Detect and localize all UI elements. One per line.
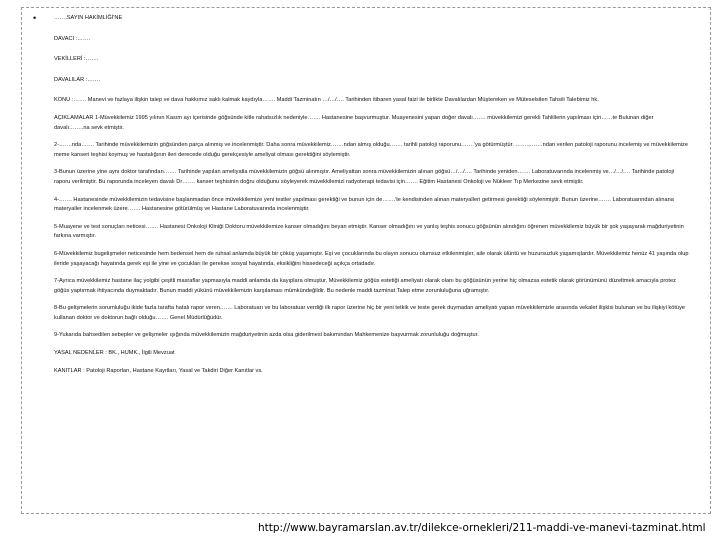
explanations-paragraph-1: AÇIKLAMALAR 1-Müvekkilemiz 1995 yılının Kasım ayı içerisinde göğsünde kitle rahatsızlık nedeniyle……. Hastanesine başvurmuştur. Muayenesini yapan doğer davalı……. müvekkilemizi gerekli Tahlillerin yapılması için……te Bulunan diğer davalı……..na sevk etmiştir. — [54, 114, 654, 131]
bullet-marker: • — [33, 13, 37, 23]
petition-body — [54, 14, 690, 376]
legal-grounds: YASAL NEDENLER : BK., HUMK., İlgili Mevzuat — [54, 350, 175, 357]
paragraph-8: 8-Bu gelişmelerin sorumluluğu ikide fazla tarafta hatalı rapor veren……. Laboratuarı ve bu laboratuar verdiği ilk rapor üzerine hiç bir yeni tetkik ve teste gerek duymadan ameliyatı yapan müvekkilemizle arasında vekalet ilişkisi bulunan ve bu ilişkiyi kötüye kullanan doktor ve doktorun bağlı olduğu……. Genel Müdürlüğüdür. — [54, 305, 686, 321]
defendants-line: DAVALILAR :……. — [54, 76, 101, 83]
petition-title: …….SAYIN HAKİMLİĞİ'NE — [54, 15, 123, 21]
subject-paragraph: KONU :……. Manevi ve fazlaya ilişkin talep ve dava hakkımız saklı kalmak kaydıyla……. Maddi Tazminatın …/…/…. Tarihinden itibaren yasal faizi ile birlikte Davalılardan Müştereken ve Müteselsilen Tahsili Talebimiz hk. — [54, 97, 599, 104]
paragraph-7: 7-Ayrıca müvekkilemiz hastane ilaç yolgibi çeşitli masraflar yapmasıyla maddi anlamda da kayıplara olmuştur. Müvekkilemiz göğüs estetiği ameliyatı olarak olanı bu göğüsünün yerine hiç olmazsa estetik olarak görünümünü düzeltmek amacıyla protez göğüs yaptırmak ihtiyacında duymaktadır. Bunun maddi yükünü müvekkilemizin karşılaması mümkündeğildir. Bu nedenle maddi tazminat Talep etme zorunluluğuna uğramıştır. — [54, 278, 676, 294]
evidence-line: KANITLAR : Patoloji Raporları, Hastane Kayıtları, Yasal ve Takdiri Diğer Kanıtlar vs. — [54, 367, 263, 374]
paragraph-4: 4-……. Hastanesinde müvekkilemizin tedavisine başlanmadan önce müvekkilemize yeni testler yapılması gerektiği ve bunun için de…….'te kendisinden alınan materyalleri getirmesi gerektiği söylenmiştir. Bunun üzerine……. Laboratuarından alınana materyaller incelenmek üzere……. Hastanesine götürülmüş ve Hastane Laboratuvarında incelenmiştir. — [54, 196, 674, 213]
plaintiff-line: DAVACI :……. — [54, 35, 91, 42]
paragraph-3: 3-Bunun üzerine yine aynı doktor tarafından……. Tarihinde yapılan ameliyatla müvekkilemizin göğsü alınmıştır. Ameliyattan sonra müvekkilemizin alınan göğsü…/…/…. Tarihinde yeniden……. Laboratuvarında incelenmiş ve…/…/…. Tarihinde patoloji raporu verilmiştir. Bu raporunda inceleyen davalı Dr……. kanser teşhisinin doğru olduğunu söyleyerek müvekkilemizi radyoterapi tedavisi için……. Eğitim Hastanesi Onkoloji ve Nükleer Tıp Merkezine sevk etmiştir. — [54, 169, 675, 185]
paragraph-9: 9-Yukarıda bahsedilen sebepler ve gelişmeler ışığında müvekkilemizin mağduriyetinin azda olsa giderilmesi bakımından Mahkemenize başvurmak zorunluluğu doğmuştur. — [54, 332, 479, 339]
paragraph-6: 6-Müvekkilemiz bugelişmeler neticesinde hem bedensel hem de ruhsal anlamda büyük bir çöküş yaşamıştır. Eşi ve çocuklarında bu olayın sonucu olumsuz etkilenmişler, aile olarak ülüntü ve huzursuzluk yaşamışlardır. Müvekkilemiz henüz 41 yaşında olup ileride yaşayacağı hayatında gerek eşi ile yine ve çocukları ile gerekse sosyal hayatında, eksikliğini hissedeceği açıkça ortadadır. — [54, 250, 689, 267]
paragraph-5: 5-Muayene ve test sonuçları neticesi……. Hastanesi Onkoloji Kliniği Doktoru müvekkilemize kanser olmadığını beyan etmiştir. Kanser olmadığını ve yanlış teşhis sonucu göğsünün alındığını öğrenen müvekkilemiz büyük bir şok yaşayarak mağduriyetinin farkına varmıştır. — [54, 223, 684, 240]
source-url-link[interactable]: http://www.bayramarslan.av.tr/dilekce-ornekleri/211-maddi-ve-manevi-tazminat.html — [258, 522, 706, 534]
paragraph-2: 2-…….nda……. Tarihinde müvekkilemizin göğsünden parça alınmış ve incelenmiştir. Daha sonra müvekkilemiz…….ndan almış olduğu……. tarihli patoloji raporunu…….'ya götürmüştür. …….,…….ndan verilen patoloji raporunu incelemiş ve müvekkilemize meme kanseri teşhisi koymuş ve hastalığının ileri derecede olduğu gerekçesiyle ameliyat olması gerektiğini söylemiştir. — [54, 142, 688, 158]
attorneys-line: VEKİLLERİ :……. — [54, 56, 99, 63]
